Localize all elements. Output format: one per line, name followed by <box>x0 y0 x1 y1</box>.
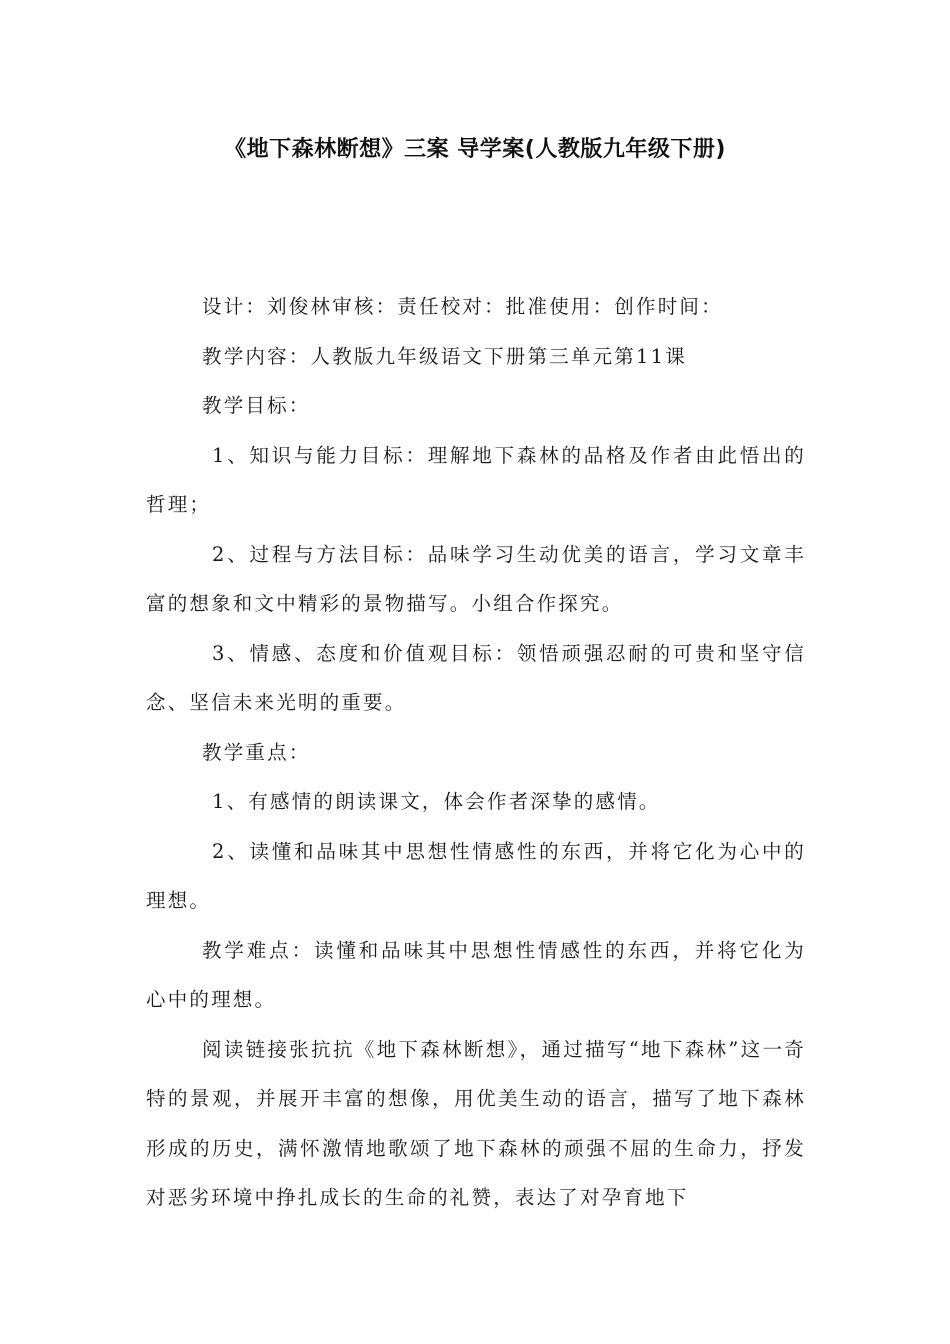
paragraph-teaching-goals-heading: 教学目标： <box>202 394 311 417</box>
paragraph-goal-3: 3、情感、态度和价值观目标：领悟顽强忍耐的可贵和坚守信念、坚信未来光明的重要。 <box>146 641 806 714</box>
paragraph-key-points-heading: 教学重点： <box>202 740 311 764</box>
document-body <box>146 282 806 1223</box>
paragraph-key-point-1: 1、有感情的朗读课文，体会作者深挚的感情。 <box>212 790 661 813</box>
paragraph-key-point-2: 2、读懂和品味其中思想性情感性的东西，并将它化为心中的理想。 <box>146 839 806 912</box>
paragraph-teaching-content: 教学内容：人教版九年级语文下册第三单元第11课 <box>202 344 687 368</box>
paragraph-reading-link: 阅读链接张抗抗《地下森林断想》，通过描写“地下森林”这一奇特的景观，并展开丰富的想像，用优美生动的语言，描写了地下森林形成的历史，满怀激情地歌颂了地下森林的顽强不屈的生命力，抒发对恶劣环境中挣扎成长的生命的礼赞，表达了对孕育地下 <box>146 1037 806 1209</box>
document-title: 《地下森林断想》三案 导学案(人教版九年级下册) <box>224 137 726 162</box>
paragraph-goal-2: 2、过程与方法目标：品味学习生动优美的语言，学习文章丰富的想象和文中精彩的景物描写。小组合作探究。 <box>146 542 806 615</box>
paragraph-goal-1: 1、知识与能力目标：理解地下森林的品格及作者由此悟出的哲理； <box>146 443 806 516</box>
paragraph-difficulty: 教学难点：读懂和品味其中思想性情感性的东西，并将它化为心中的理想。 <box>146 938 806 1011</box>
paragraph-credits: 设计：刘俊林审核：责任校对：批准使用：创作时间： <box>202 295 723 318</box>
